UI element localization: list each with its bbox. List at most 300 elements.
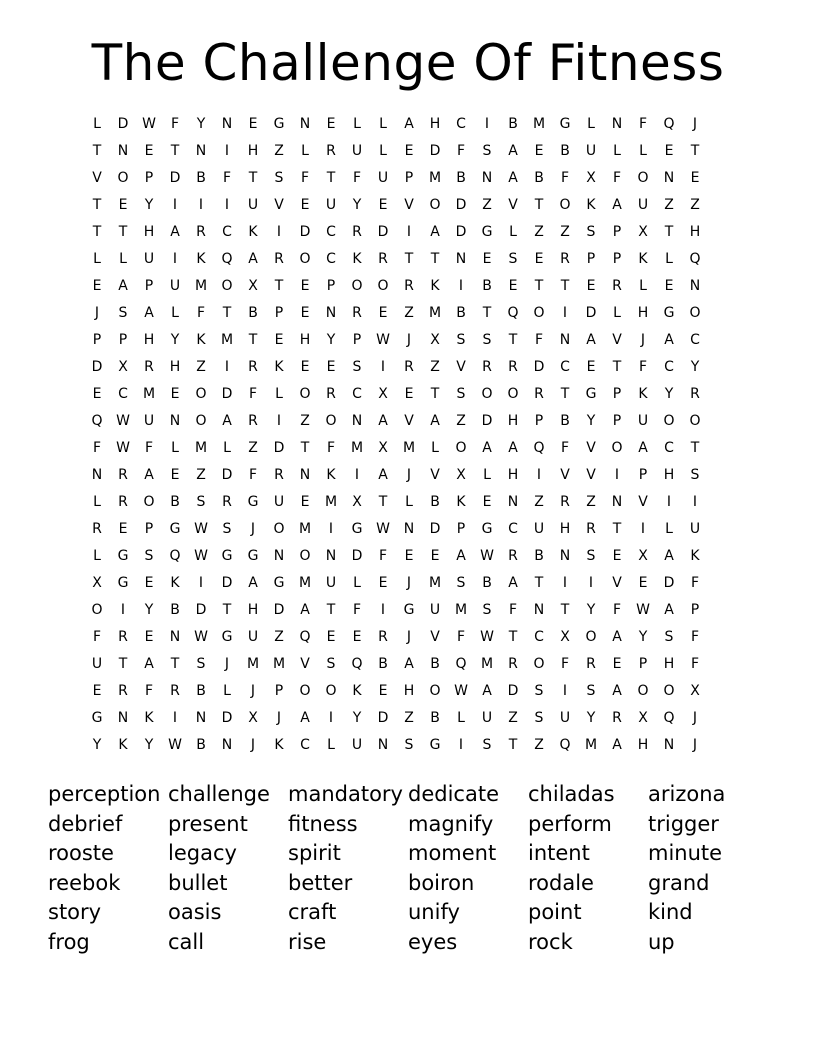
grid-letter: T <box>222 305 232 321</box>
grid-letter: E <box>612 548 622 564</box>
grid-letter: X <box>638 710 648 726</box>
grid-letter: O <box>455 440 467 456</box>
grid-letter: M <box>272 656 286 672</box>
grid-row <box>84 111 734 138</box>
grid-letter: F <box>170 116 180 132</box>
grid-letter: N <box>117 143 129 159</box>
grid-letter: P <box>274 305 284 321</box>
grid-letter: N <box>481 170 493 186</box>
grid-letter: G <box>247 494 259 510</box>
grid-letter: H <box>507 467 519 483</box>
grid-letter: G <box>351 521 363 537</box>
grid-letter: R <box>118 683 128 699</box>
grid-letter: M <box>428 170 442 186</box>
grid-letter: L <box>93 494 101 510</box>
grid-row <box>84 354 734 381</box>
grid-letter: V <box>274 197 284 213</box>
grid-letter: T <box>560 278 570 294</box>
grid-letter: B <box>534 548 544 564</box>
grid-letter: T <box>274 278 284 294</box>
word-bank-item: debrief <box>48 811 123 836</box>
grid-letter: G <box>117 548 129 564</box>
grid-letter: U <box>273 494 285 510</box>
word-bank-item: rock <box>528 929 573 954</box>
grid-letter: G <box>481 521 493 537</box>
grid-letter: D <box>585 305 597 321</box>
grid-letter: A <box>508 440 518 456</box>
grid-letter: D <box>221 575 233 591</box>
grid-row <box>84 138 734 165</box>
grid-letter: K <box>456 494 466 510</box>
grid-letter: O <box>377 278 389 294</box>
grid-letter: S <box>586 683 596 699</box>
grid-letter: U <box>533 521 545 537</box>
grid-letter: F <box>560 440 570 456</box>
grid-letter: N <box>559 332 571 348</box>
grid-letter: G <box>273 116 285 132</box>
grid-letter: X <box>456 467 466 483</box>
grid-letter: D <box>377 710 389 726</box>
grid-letter: E <box>248 116 258 132</box>
grid-letter: W <box>194 548 208 564</box>
grid-letter: O <box>351 278 363 294</box>
grid-letter: N <box>455 251 467 267</box>
grid-letter: F <box>612 170 622 186</box>
grid-letter: T <box>690 143 700 159</box>
grid-letter: J <box>406 575 412 591</box>
grid-letter: E <box>326 359 336 375</box>
grid-letter: R <box>222 494 232 510</box>
word-bank-item: trigger <box>648 811 719 836</box>
grid-letter: F <box>378 548 388 564</box>
grid-letter: C <box>222 224 232 240</box>
grid-letter: P <box>456 521 466 537</box>
grid-letter: U <box>637 197 649 213</box>
grid-letter: C <box>690 332 700 348</box>
grid-row <box>84 246 734 273</box>
grid-letter: O <box>195 413 207 429</box>
grid-row <box>84 462 734 489</box>
grid-letter: S <box>274 170 284 186</box>
grid-letter: A <box>664 602 674 618</box>
grid-letter: Z <box>482 197 492 213</box>
grid-row <box>84 705 734 732</box>
word-bank-item: better <box>288 870 353 895</box>
grid-letter: L <box>587 116 595 132</box>
grid-letter: K <box>326 467 336 483</box>
word-bank <box>48 780 768 958</box>
grid-letter: K <box>352 251 362 267</box>
grid-letter: C <box>326 251 336 267</box>
grid-letter: U <box>481 710 493 726</box>
grid-letter: T <box>118 224 128 240</box>
grid-letter: L <box>223 440 231 456</box>
grid-letter: M <box>350 440 364 456</box>
grid-letter: W <box>636 602 650 618</box>
grid-letter: L <box>405 494 413 510</box>
grid-letter: I <box>198 575 204 591</box>
grid-letter: M <box>220 332 234 348</box>
grid-letter: N <box>377 737 389 753</box>
grid-letter: X <box>118 359 128 375</box>
grid-letter: L <box>301 143 309 159</box>
grid-letter: K <box>274 737 284 753</box>
grid-letter: L <box>327 737 335 753</box>
grid-letter: O <box>611 440 623 456</box>
grid-letter: W <box>168 737 182 753</box>
grid-letter: K <box>248 224 258 240</box>
grid-letter: A <box>404 116 414 132</box>
grid-letter: X <box>560 629 570 645</box>
grid-letter: S <box>456 575 466 591</box>
grid-letter: O <box>143 494 155 510</box>
grid-letter: F <box>560 170 570 186</box>
grid-letter: A <box>430 413 440 429</box>
grid-letter: Y <box>144 737 154 753</box>
grid-letter: W <box>142 116 156 132</box>
grid-letter: A <box>664 548 674 564</box>
grid-letter: X <box>248 710 258 726</box>
letter-grid <box>84 111 734 759</box>
grid-letter: T <box>690 440 700 456</box>
grid-letter: Q <box>663 116 675 132</box>
grid-letter: S <box>482 737 492 753</box>
grid-letter: F <box>92 629 102 645</box>
grid-letter: M <box>428 305 442 321</box>
grid-letter: S <box>586 548 596 564</box>
grid-letter: E <box>404 143 414 159</box>
word-bank-item: mandatory <box>288 782 403 806</box>
grid-letter: L <box>119 251 127 267</box>
grid-letter: W <box>376 521 390 537</box>
grid-letter: J <box>250 521 256 537</box>
grid-letter: O <box>299 548 311 564</box>
grid-letter: A <box>378 467 388 483</box>
grid-letter: M <box>584 737 598 753</box>
grid-letter: A <box>612 197 622 213</box>
grid-letter: N <box>195 143 207 159</box>
grid-letter: G <box>663 305 675 321</box>
grid-letter: S <box>326 656 336 672</box>
grid-letter: W <box>194 521 208 537</box>
grid-row <box>84 516 734 543</box>
word-bank-item: reebok <box>48 870 121 895</box>
grid-letter: P <box>144 170 154 186</box>
grid-letter: R <box>378 629 388 645</box>
grid-letter: T <box>170 656 180 672</box>
grid-letter: R <box>586 656 596 672</box>
grid-letter: U <box>91 656 103 672</box>
grid-letter: Z <box>690 197 700 213</box>
grid-letter: I <box>562 305 568 321</box>
grid-letter: W <box>116 440 130 456</box>
word-bank-item: legacy <box>168 841 237 866</box>
grid-letter: P <box>612 386 622 402</box>
grid-letter: R <box>248 413 258 429</box>
grid-letter: S <box>352 359 362 375</box>
grid-letter: C <box>352 386 362 402</box>
grid-letter: H <box>299 332 311 348</box>
grid-letter: B <box>456 170 466 186</box>
grid-letter: M <box>454 602 468 618</box>
grid-letter: D <box>169 170 181 186</box>
grid-row <box>84 192 734 219</box>
grid-letter: O <box>429 683 441 699</box>
word-bank-item: rodale <box>528 870 594 895</box>
grid-letter: M <box>480 656 494 672</box>
grid-letter: A <box>222 413 232 429</box>
grid-letter: T <box>664 224 674 240</box>
grid-letter: S <box>482 332 492 348</box>
grid-letter: N <box>403 521 415 537</box>
grid-letter: F <box>690 575 700 591</box>
word-bank-item: magnify <box>408 811 494 836</box>
grid-letter: U <box>689 521 701 537</box>
grid-letter: U <box>143 413 155 429</box>
grid-letter: M <box>142 386 156 402</box>
grid-letter: G <box>273 575 285 591</box>
grid-letter: K <box>274 359 284 375</box>
grid-letter: K <box>586 197 596 213</box>
grid-letter: S <box>144 548 154 564</box>
grid-letter: Z <box>274 629 284 645</box>
grid-letter: S <box>196 656 206 672</box>
grid-letter: R <box>118 494 128 510</box>
grid-letter: P <box>612 224 622 240</box>
word-bank-item: point <box>528 900 582 925</box>
grid-letter: A <box>248 575 258 591</box>
grid-letter: E <box>170 467 180 483</box>
grid-letter: R <box>326 386 336 402</box>
grid-letter: D <box>429 521 441 537</box>
grid-letter: T <box>508 737 518 753</box>
grid-letter: E <box>144 629 154 645</box>
grid-letter: O <box>663 683 675 699</box>
grid-letter: F <box>326 440 336 456</box>
grid-letter: Y <box>638 629 648 645</box>
word-bank-item: dedicate <box>408 782 499 806</box>
grid-letter: N <box>663 170 675 186</box>
grid-letter: G <box>169 521 181 537</box>
grid-row <box>84 165 734 192</box>
grid-letter: M <box>324 494 338 510</box>
grid-letter: H <box>143 332 155 348</box>
grid-letter: Y <box>352 197 362 213</box>
word-bank-item: grand <box>648 870 710 895</box>
grid-letter: A <box>300 602 310 618</box>
grid-letter: C <box>508 521 518 537</box>
grid-letter: Q <box>533 440 545 456</box>
grid-letter: D <box>533 359 545 375</box>
grid-letter: U <box>637 413 649 429</box>
word-bank-item: minute <box>648 841 723 866</box>
grid-row <box>84 219 734 246</box>
grid-letter: Z <box>196 467 206 483</box>
grid-letter: T <box>92 143 102 159</box>
grid-letter: T <box>534 278 544 294</box>
grid-letter: G <box>221 548 233 564</box>
grid-letter: H <box>143 224 155 240</box>
grid-letter: B <box>248 305 258 321</box>
grid-letter: Z <box>300 413 310 429</box>
grid-letter: M <box>402 440 416 456</box>
grid-letter: H <box>637 305 649 321</box>
grid-letter: Z <box>508 710 518 726</box>
grid-letter: L <box>509 224 517 240</box>
grid-letter: M <box>428 575 442 591</box>
grid-letter: E <box>92 683 102 699</box>
word-bank-item: bullet <box>168 870 228 895</box>
grid-letter: S <box>482 602 492 618</box>
grid-letter: F <box>690 656 700 672</box>
word-bank-item: call <box>168 929 205 954</box>
grid-letter: N <box>507 494 519 510</box>
grid-letter: E <box>664 278 674 294</box>
grid-letter: D <box>299 224 311 240</box>
grid-letter: S <box>222 521 232 537</box>
grid-letter: A <box>118 278 128 294</box>
grid-letter: E <box>300 305 310 321</box>
grid-letter: F <box>92 440 102 456</box>
grid-letter: R <box>560 494 570 510</box>
grid-letter: S <box>482 143 492 159</box>
grid-letter: R <box>170 683 180 699</box>
grid-letter: L <box>665 251 673 267</box>
grid-letter: E <box>612 656 622 672</box>
grid-letter: E <box>92 386 102 402</box>
grid-letter: Y <box>196 116 206 132</box>
grid-letter: L <box>639 278 647 294</box>
grid-letter: Y <box>92 737 102 753</box>
grid-letter: L <box>379 116 387 132</box>
grid-letter: T <box>612 359 622 375</box>
grid-letter: U <box>351 143 363 159</box>
grid-letter: O <box>299 683 311 699</box>
grid-letter: O <box>325 413 337 429</box>
grid-letter: X <box>638 224 648 240</box>
grid-letter: T <box>508 332 518 348</box>
grid-letter: I <box>224 197 230 213</box>
word-bank-item: craft <box>288 900 337 925</box>
grid-letter: O <box>585 629 597 645</box>
grid-letter: J <box>692 737 698 753</box>
grid-letter: V <box>430 629 440 645</box>
grid-letter: F <box>690 629 700 645</box>
grid-letter: A <box>300 710 310 726</box>
word-bank-item: boiron <box>408 870 475 895</box>
grid-letter: G <box>117 575 129 591</box>
grid-row <box>84 273 734 300</box>
grid-letter: F <box>534 332 544 348</box>
grid-letter: O <box>91 602 103 618</box>
word-bank-item: perception <box>48 782 161 806</box>
grid-letter: H <box>507 413 519 429</box>
grid-letter: L <box>613 305 621 321</box>
grid-letter: O <box>637 170 649 186</box>
grid-letter: L <box>613 143 621 159</box>
grid-letter: X <box>378 386 388 402</box>
grid-letter: O <box>533 656 545 672</box>
grid-letter: R <box>326 143 336 159</box>
grid-letter: T <box>560 602 570 618</box>
grid-letter: A <box>586 332 596 348</box>
grid-letter: L <box>639 143 647 159</box>
grid-letter: B <box>430 494 440 510</box>
grid-letter: R <box>586 521 596 537</box>
grid-letter: Y <box>326 332 336 348</box>
grid-letter: R <box>612 278 622 294</box>
grid-letter: K <box>690 548 700 564</box>
grid-letter: M <box>298 521 312 537</box>
grid-letter: E <box>118 521 128 537</box>
grid-letter: T <box>300 440 310 456</box>
grid-letter: F <box>352 170 362 186</box>
grid-letter: I <box>172 251 178 267</box>
grid-letter: E <box>118 197 128 213</box>
grid-row <box>84 381 734 408</box>
grid-letter: B <box>196 737 206 753</box>
grid-letter: A <box>144 656 154 672</box>
grid-letter: L <box>431 440 439 456</box>
grid-letter: L <box>275 386 283 402</box>
grid-letter: S <box>196 494 206 510</box>
grid-letter: X <box>690 683 700 699</box>
grid-letter: C <box>300 737 310 753</box>
grid-letter: R <box>508 548 518 564</box>
grid-letter: Q <box>169 548 181 564</box>
grid-letter: I <box>458 737 464 753</box>
word-bank-item: rise <box>288 929 327 954</box>
grid-letter: F <box>248 467 258 483</box>
grid-letter: I <box>562 683 568 699</box>
grid-letter: W <box>480 629 494 645</box>
grid-letter: Z <box>534 224 544 240</box>
word-bank-item: up <box>648 929 675 954</box>
grid-letter: E <box>378 575 388 591</box>
grid-letter: X <box>378 440 388 456</box>
grid-letter: I <box>640 521 646 537</box>
grid-letter: O <box>221 278 233 294</box>
grid-letter: C <box>664 440 674 456</box>
grid-letter: A <box>482 440 492 456</box>
grid-letter: O <box>429 197 441 213</box>
grid-letter: E <box>404 386 414 402</box>
grid-letter: Q <box>559 737 571 753</box>
grid-letter: Q <box>299 629 311 645</box>
grid-letter: R <box>404 278 414 294</box>
grid-letter: A <box>404 656 414 672</box>
grid-letter: F <box>456 143 466 159</box>
grid-letter: A <box>248 251 258 267</box>
grid-letter: R <box>560 251 570 267</box>
grid-letter: E <box>378 197 388 213</box>
grid-letter: D <box>351 548 363 564</box>
word-bank-item: moment <box>408 841 497 866</box>
grid-letter: G <box>91 710 103 726</box>
grid-letter: X <box>586 170 596 186</box>
grid-letter: T <box>222 602 232 618</box>
grid-letter: B <box>456 305 466 321</box>
grid-letter: B <box>508 116 518 132</box>
grid-letter: T <box>430 386 440 402</box>
grid-letter: E <box>300 278 310 294</box>
grid-letter: F <box>456 629 466 645</box>
grid-letter: E <box>92 278 102 294</box>
grid-row <box>84 678 734 705</box>
grid-letter: F <box>144 683 154 699</box>
grid-letter: B <box>560 413 570 429</box>
grid-letter: D <box>195 602 207 618</box>
